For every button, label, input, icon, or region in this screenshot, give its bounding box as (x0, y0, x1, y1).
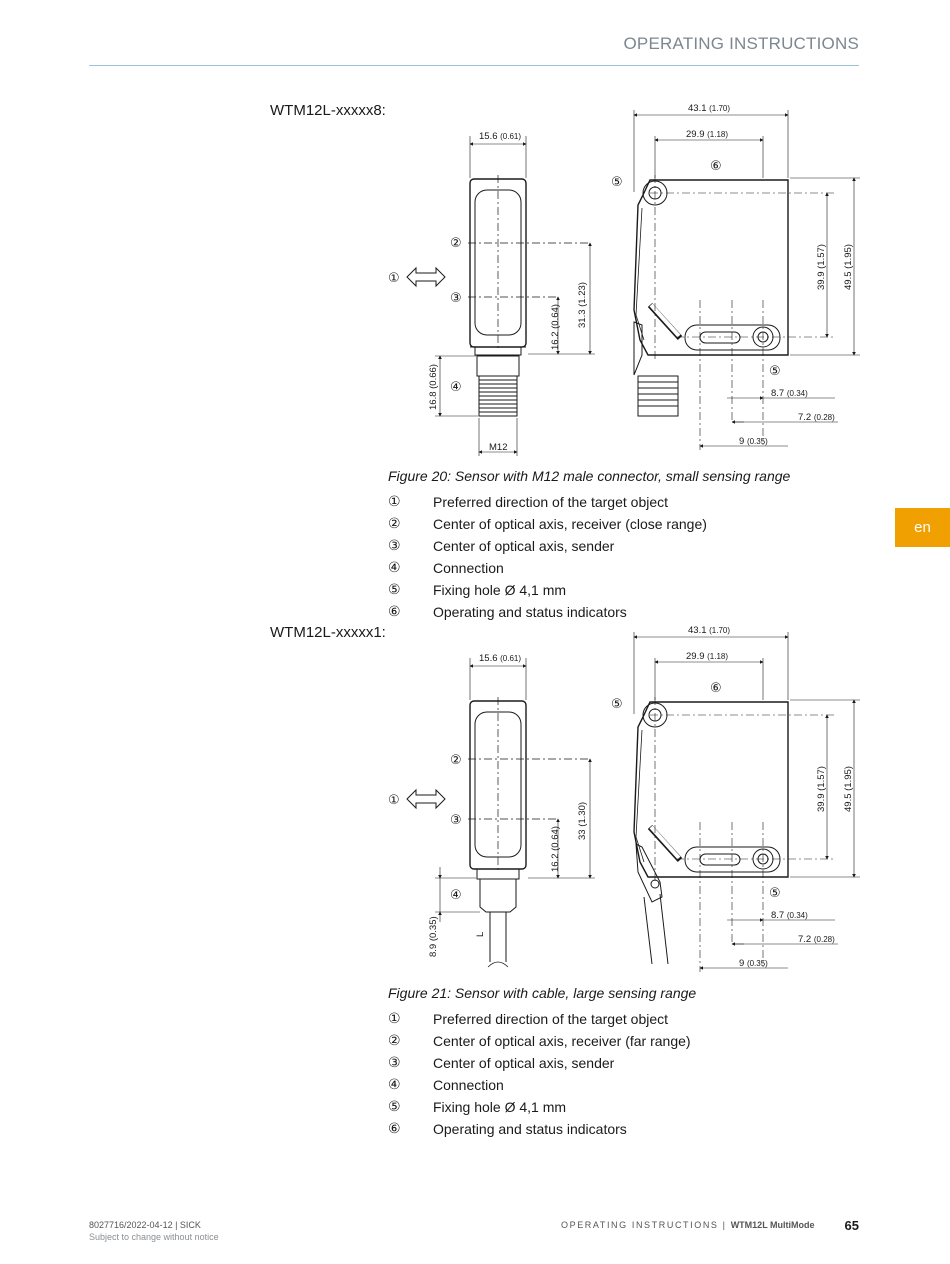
legend-num: ④ (388, 1077, 401, 1093)
dim-offset-1: 8.7 (0.34) (771, 910, 808, 921)
legend-item (388, 601, 848, 623)
direction-arrow (407, 268, 445, 286)
dim-connector: 16.8 (0.66) (428, 364, 439, 410)
dim-inner-width: 29.9 (1.18) (686, 651, 729, 662)
direction-arrow (407, 790, 445, 808)
callout-4: ④ (450, 888, 462, 903)
side-housing (634, 702, 788, 877)
legend-text: Fixing hole Ø 4,1 mm (433, 1099, 567, 1115)
dim-offset-3: 9 (0.35) (739, 436, 768, 447)
legend-item (388, 1074, 848, 1096)
legend-num: ③ (388, 1055, 401, 1071)
callout-1: ① (388, 271, 400, 286)
dim-axis-near: 16.2 (0.64) (550, 304, 561, 350)
figure-caption-21: Figure 21: Sensor with cable, large sensing range (388, 985, 697, 1001)
dim-connector: 8.9 (0.35) (428, 916, 439, 957)
callout-6: ⑥ (710, 681, 722, 696)
drawing-svg-2 (380, 622, 860, 978)
connector-label: M12 (489, 442, 508, 453)
legend-text: Preferred direction of the target object (433, 494, 669, 510)
legend-num: ① (388, 494, 401, 510)
footer-doc-id: 8027716/2022-04-12 | SICK (89, 1220, 201, 1230)
dimension-drawing-cable (380, 622, 860, 978)
footer-title (561, 1220, 815, 1230)
legend-num: ③ (388, 538, 401, 554)
dim-front-width: 15.6 (0.61) (479, 653, 522, 664)
callout-5-top: ⑤ (611, 175, 623, 190)
callout-3: ③ (450, 813, 462, 828)
legend-item (388, 513, 848, 535)
legend-num: ② (388, 1033, 401, 1049)
dim-offset-2: 7.2 (0.28) (798, 934, 835, 945)
callout-1: ① (388, 793, 400, 808)
dim-inner-height: 39.9 (1.57) (816, 766, 827, 812)
footer-notice: Subject to change without notice (89, 1232, 219, 1242)
dim-total-height: 49.5 (1.95) (843, 244, 854, 290)
legend-item (388, 535, 848, 557)
dim-total-width: 43.1 (1.70) (688, 625, 731, 636)
dim-offset-1: 8.7 (0.34) (771, 388, 808, 399)
model-label-2: WTM12L-xxxxx1: (270, 624, 386, 641)
callout-6: ⑥ (710, 159, 722, 174)
header-divider (89, 65, 859, 66)
dim-inner-width: 29.9 (1.18) (686, 129, 729, 140)
legend-item (388, 557, 848, 579)
footer-section: OPERATING INSTRUCTIONS | (561, 1220, 727, 1230)
legend-text: Center of optical axis, receiver (far range) (433, 1033, 691, 1049)
legend-num: ⑤ (388, 1099, 401, 1115)
legend-list-2 (388, 1008, 848, 1140)
dim-axis-far: 33 (1.30) (577, 801, 588, 840)
legend-item (388, 1008, 848, 1030)
legend-text: Center of optical axis, sender (433, 538, 615, 554)
legend-num: ⑤ (388, 582, 401, 598)
drawing-svg-1 (380, 100, 860, 460)
legend-num: ⑥ (388, 1121, 401, 1137)
legend-num: ④ (388, 560, 401, 576)
legend-item (388, 1030, 848, 1052)
legend-num: ① (388, 1011, 401, 1027)
legend-text: Center of optical axis, sender (433, 1055, 615, 1071)
dim-offset-2: 7.2 (0.28) (798, 412, 835, 423)
legend-text: Center of optical axis, receiver (close range) (433, 516, 707, 532)
dim-front-width: 15.6 (0.61) (479, 131, 522, 142)
callout-5-bottom: ⑤ (769, 886, 781, 901)
dim-axis-near: 16.2 (0.64) (550, 826, 561, 872)
legend-text: Preferred direction of the target object (433, 1011, 669, 1027)
language-tab[interactable]: en (895, 508, 950, 547)
legend-item (388, 491, 848, 513)
legend-text: Operating and status indicators (433, 1121, 627, 1137)
legend-num: ② (388, 516, 401, 532)
dim-offset-3: 9 (0.35) (739, 958, 768, 969)
callout-5-bottom: ⑤ (769, 364, 781, 379)
model-label-1: WTM12L-xxxxx8: (270, 102, 386, 119)
callout-3: ③ (450, 291, 462, 306)
dim-inner-height: 39.9 (1.57) (816, 244, 827, 290)
callout-4: ④ (450, 380, 462, 395)
dim-total-width: 43.1 (1.70) (688, 103, 731, 114)
legend-item (388, 579, 848, 601)
legend-num: ⑥ (388, 604, 401, 620)
page-header-title: OPERATING INSTRUCTIONS (623, 34, 859, 53)
legend-item (388, 1052, 848, 1074)
legend-text: Connection (433, 1077, 504, 1093)
footer-document-info (89, 1219, 219, 1243)
callout-5-top: ⑤ (611, 697, 623, 712)
dim-axis-far: 31.3 (1.23) (577, 282, 588, 328)
dimension-drawing-m12 (380, 100, 860, 460)
legend-item (388, 1118, 848, 1140)
side-housing (634, 180, 788, 355)
cable-length-label: L (475, 931, 486, 937)
legend-list-1 (388, 491, 848, 623)
callout-2: ② (450, 753, 462, 768)
figure-caption-20: Figure 20: Sensor with M12 male connector, small sensing range (388, 468, 791, 484)
footer-model: WTM12L MultiMode (730, 1220, 815, 1230)
callout-2: ② (450, 236, 462, 251)
legend-text: Fixing hole Ø 4,1 mm (433, 582, 567, 598)
legend-item (388, 1096, 848, 1118)
page-number: 65 (844, 1218, 859, 1233)
legend-text: Operating and status indicators (433, 604, 627, 620)
dim-total-height: 49.5 (1.95) (843, 766, 854, 812)
legend-text: Connection (433, 560, 504, 576)
